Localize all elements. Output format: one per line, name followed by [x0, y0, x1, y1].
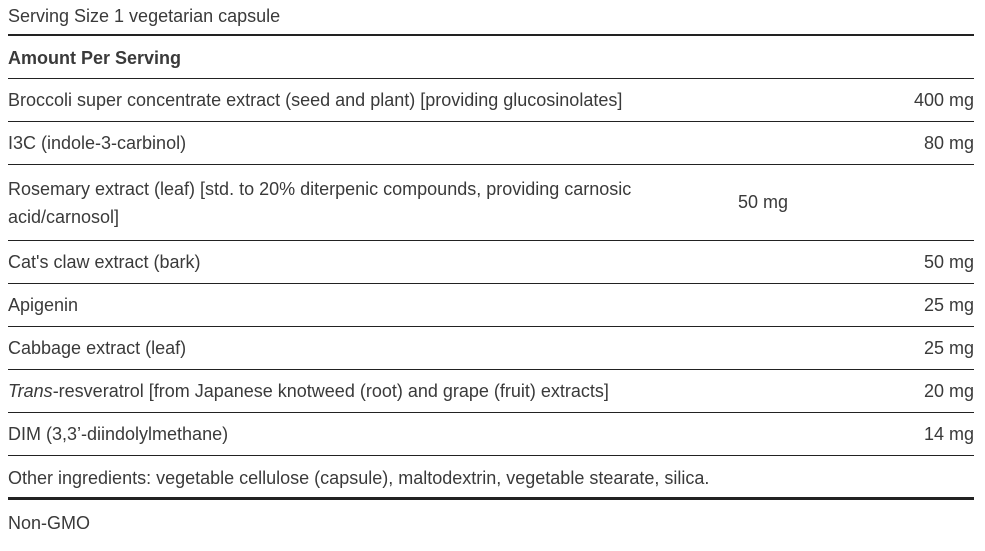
ingredient-name: DIM (3,3’-diindolylmethane)	[8, 424, 229, 444]
ingredient-row	[8, 413, 974, 456]
ingredient-name: Cabbage extract (leaf)	[8, 338, 187, 358]
ingredient-amount: 50 mg	[738, 192, 789, 212]
ingredient-amount: 50 mg	[923, 251, 974, 272]
ingredient-name: I3C (indole-3-carbinol)	[8, 133, 187, 153]
ingredient-name: Apigenin	[8, 295, 79, 315]
ingredient-name: Rosemary extract (leaf) [std. to 20% diterpenic compounds, providing carnosic acid/carnosol]	[8, 178, 632, 227]
ingredient-name: Cat's claw extract (bark)	[8, 252, 201, 272]
ingredient-row	[8, 370, 974, 413]
ingredient-amount: 20 mg	[923, 380, 974, 401]
ingredient-amount: 14 mg	[923, 423, 974, 444]
supplement-facts-panel	[8, 0, 974, 536]
amount-per-serving-header: Amount Per Serving	[8, 36, 974, 79]
ingredient-amount: 25 mg	[923, 337, 974, 358]
ingredient-name-italic: Trans	[8, 381, 53, 401]
non-gmo-note: Non-GMO	[8, 513, 91, 533]
ingredient-amount: 400 mg	[913, 89, 974, 110]
other-ingredients: Other ingredients: vegetable cellulose (capsule), maltodextrin, vegetable stearate, silica.	[8, 456, 974, 500]
ingredient-row	[8, 327, 974, 370]
ingredient-amount: 25 mg	[923, 294, 974, 315]
ingredient-row	[8, 241, 974, 284]
serving-size: Serving Size 1 vegetarian capsule	[8, 0, 974, 36]
ingredient-row	[8, 79, 974, 122]
ingredient-row	[8, 122, 974, 165]
ingredient-name-rest: -resveratrol [from Japanese knotweed (root) and grape (fruit) extracts]	[52, 381, 609, 401]
ingredient-row	[8, 284, 974, 327]
ingredient-name	[8, 377, 924, 405]
ingredient-name: Broccoli super concentrate extract (seed and plant) [providing glucosinolates]	[8, 90, 623, 110]
ingredient-row	[8, 165, 974, 241]
ingredient-amount: 80 mg	[923, 132, 974, 153]
